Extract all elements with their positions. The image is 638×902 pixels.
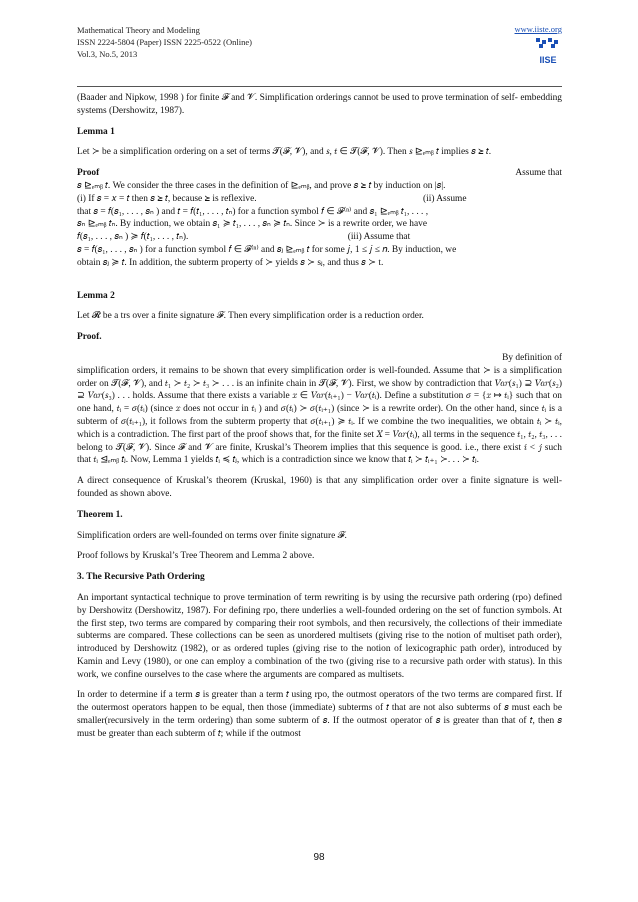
theorem1-title: Theorem 1. <box>77 509 123 520</box>
proof2-label: Proof. <box>77 332 102 343</box>
proof1-label: Proof <box>77 168 100 179</box>
lemma1-title: Lemma 1 <box>77 126 115 137</box>
journal-issn: ISSN 2224-5804 (Paper) ISSN 2225-0522 (Online) <box>77 37 252 47</box>
intro-paragraph: (Baader and Nipkow, 1998 ) for finite 𝓕 and 𝓥. Simplification orderings cannot be used to prove termination of self- embedding systems (Dershowitz, 1987). <box>77 93 562 116</box>
journal-name: Mathematical Theory and Modeling <box>77 25 200 35</box>
lemma2-statement: Let 𝓡 be a trs over a finite signature 𝓕. Then every simplification order is a reduction order. <box>77 311 424 322</box>
proof1-line: 𝑠 ⊵ₑₘᵦ 𝑡. We consider the three cases in the definition of ⊵ₑₘᵦ, and prove 𝑠 ≽ 𝑡 by induction on |𝑠|. <box>77 180 446 191</box>
proof1-header <box>77 167 562 180</box>
lemma1-statement: Let ≻ be a simplification ordering on a set of terms 𝓣(𝓕, 𝓥), and 𝑠, 𝑡 ∈ 𝓣(𝓕, 𝓥). Then 𝑠 ⊵ₑₘᵦ 𝑡 implies 𝑠 ≽ 𝑡. <box>77 147 492 158</box>
proof1-line: obtain 𝑠ⱼ ≽ 𝑡. In addition, the subterm property of ≻ yields 𝑠 ≻ sⱼ, and thus 𝑠 ≻ t. <box>77 257 384 268</box>
theorem1-statement: Simplification orders are well-founded on terms over finite signature 𝓕. <box>77 530 347 541</box>
journal-volume: Vol.3, No.5, 2013 <box>77 49 138 59</box>
rpo-paragraph: An important syntactical technique to prove termination of term rewriting is by using the recursive path ordering (rpo) defined by Dershowitz (Dershowitz, 1987). For defining rpo, there underlies a well-founded ordering on the set of function symbols. At the first step, two terms are compared by comparing their root symbols, and then recursively, the collections of their immediate subterms are compared. These collections can be seen as unordered multisets (giving rise to the notion of multiset path order), introduced by Dershowitz (1982), or as ordered tuples (giving rise to the notion of lexicographic path order), introduced by Kamin and Levy (1980), or one can employ a combination of the two (giving rise to a recursive path order with status). In this work, we confine ourselves to the case where the arguments are compared as multisets. <box>77 592 562 680</box>
header-divider <box>77 86 562 87</box>
journal-url-link[interactable]: www.iiste.org <box>514 24 562 34</box>
lemma2-title: Lemma 2 <box>77 290 115 301</box>
main-content <box>77 92 562 749</box>
proof-follows-paragraph: Proof follows by Kruskal’s Tree Theorem and Lemma 2 above. <box>77 551 315 562</box>
journal-header <box>77 24 562 82</box>
proof1-line: (i) If 𝑠 = 𝑥 = 𝑡 then 𝑠 ≽ 𝑡, because ≽ is reflexive. (ii) Assume <box>77 193 467 204</box>
proof1-right-text: Assume that <box>515 168 562 179</box>
iiste-logo-icon <box>534 37 562 69</box>
proof1-line: 𝑠 = 𝑓(𝑠₁, . . . , 𝑠ₙ ) for a function symbol 𝑓 ∈ 𝓕⁽ⁿ⁾ and 𝑠ⱼ ⊵ₑₘᵦ 𝑡 for some 𝑗, 1 ≤ 𝑗 ≤ 𝑛. By induction, we <box>77 244 457 255</box>
kruskal-paragraph: A direct consequence of Kruskal’s theorem (Kruskal, 1960) is that any simplification order over a finite signature is well-founded as shown above. <box>77 476 562 499</box>
last-paragraph: In order to determine if a term 𝑠 is greater than a term 𝑡 using rpo, the outmost operators of the two terms are compared first. If the outermost operators happen to be equal, then those (immediate) subterms of 𝑡 that are not also subterms of 𝑠 must each be smaller(recursively in the term ordering) than some subterm of 𝑠. If the outmost operator of 𝑠 is greater than that of 𝑡, then 𝑠 must be greater than each subterm of 𝑡; while if the outmost <box>77 690 562 739</box>
svg-text:IISE: IISE <box>539 55 557 65</box>
proof2-body: simplification orders, it remains to be shown that every simplification order is well-founded. Assume that ≻ is a simplification order on 𝓣(𝓕, 𝓥), and 𝑡₁ ≻ 𝑡₂ ≻ 𝑡₃ ≻ . . . is an infinite chain in 𝓣(𝓕, 𝓥). First, we show by contradiction that 𝑉𝑎𝑟(𝑠₁) ⊇ 𝑉𝑎𝑟(𝑠₂) ⊇ 𝑉𝑎𝑟(𝑠₃) . . . holds. Assume that there exists a variable 𝑥 ∈ 𝑉𝑎𝑟(𝑡ᵢ₊₁) − 𝑉𝑎𝑟(𝑡ᵢ). Define a substitution 𝜎 = {𝑥 ↦ 𝑡ᵢ} such that on one hand, 𝑡ᵢ = 𝜎(𝑡ᵢ) (since 𝑥 does not occur in 𝑡ᵢ ) and 𝜎(𝑡ᵢ) ≻ 𝜎(𝑡ᵢ₊₁) (since ≻ is a rewrite order). On the other hand, since 𝑡ᵢ is a subterm of 𝜎(𝑡ᵢ₊₁), it follows from the subterm property that 𝜎(𝑡ᵢ₊₁) ≽ 𝑡ᵢ. If we combine the two inequalities, we obtain 𝑡ᵢ ≻ 𝑡ᵢ, which is a contradiction. The first part of the proof shows that, for the finite set 𝑋 = 𝑉𝑎𝑟(𝑡ᵢ), all terms in the sequence 𝑡₁, 𝑡₂, 𝑡₃, . . . belong to 𝓣(𝓕, 𝓥). Since 𝓕 and 𝓥 are finite, Kruskal’s Theorem implies that this sequence is good. i.e., there exist 𝑖 < 𝑗 such that 𝑡ᵢ ⊴ₑₘᵦ 𝑡ⱼ. Now, Lemma 1 yields 𝑡ᵢ ≼ 𝑡ⱼ, which is a contradiction since we know that 𝑡ᵢ ≻ 𝑡ᵢ₊₁ ≻. . . ≻ 𝑡ⱼ. <box>77 365 562 466</box>
proof2-right-text: By definition of <box>502 352 562 363</box>
proof1-line: that 𝑠 = 𝑓(𝑠₁, . . . , 𝑠ₙ ) and 𝑡 = 𝑓(𝑡₁, . . . , 𝑡ₙ) for a function symbol 𝑓 ∈ 𝓕⁽ⁿ⁾ and 𝑠₁ ⊵ₑₘᵦ 𝑡₁, . . . , <box>77 206 429 217</box>
proof1-line: 𝑓(𝑠₁, . . . , 𝑠ₙ ) ≽ 𝑓(𝑡₁, . . . , 𝑡ₙ). (iii) Assume that <box>77 232 411 243</box>
page-number: 98 <box>313 852 325 863</box>
section3-heading: 3. The Recursive Path Ordering <box>77 572 205 583</box>
proof1-line: 𝑠ₙ ⊵ₑₘᵦ 𝑡ₙ. By induction, we obtain 𝑠₁ ≽ 𝑡₁, . . . , 𝑠ₙ ≽ 𝑡ₙ. Since ≻ is a rewrite order, we have <box>77 219 428 230</box>
